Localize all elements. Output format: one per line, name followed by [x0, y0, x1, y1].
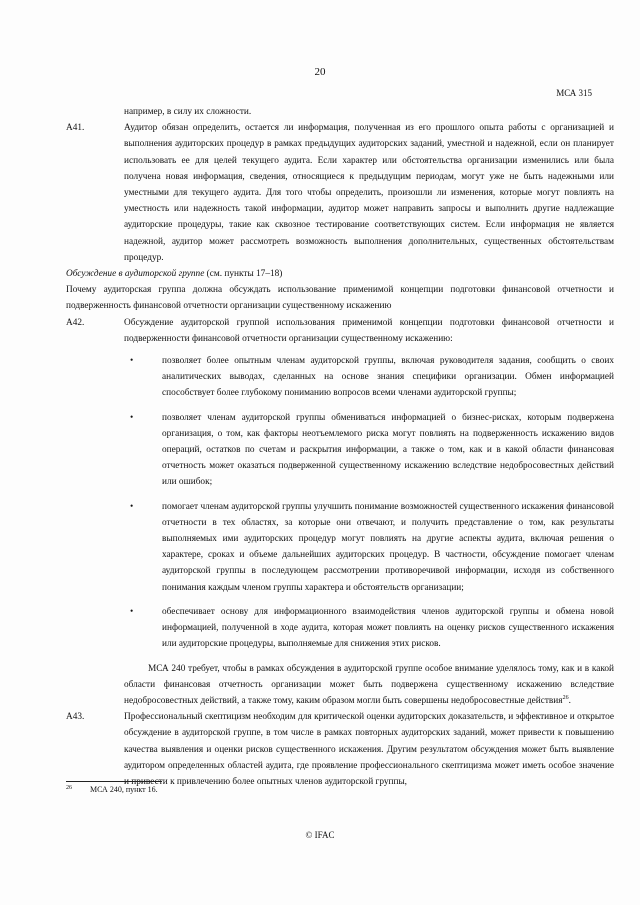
paragraph-number: A41. [66, 123, 85, 134]
footnote-reference[interactable]: 26 [562, 694, 569, 701]
footnote [66, 785, 158, 794]
standard-code: МСА 315 [556, 88, 592, 98]
section-heading [66, 266, 614, 282]
bullet-icon: • [130, 356, 134, 367]
list-item [66, 604, 614, 653]
list-item [66, 410, 614, 491]
list-item [66, 499, 614, 596]
paragraph-a42 [66, 315, 614, 347]
footnote-number: 26 [66, 785, 72, 791]
bullet-icon: • [130, 412, 134, 423]
section-reference: (см. пункты 17–18) [206, 269, 283, 280]
paragraph-number: A43. [66, 712, 85, 723]
paragraph-text: Профессиональный скептицизм необходим для критической оценки аудиторских доказательств, и эффективное и открытое обсуждение в аудиторской группе, в том числе в рамках повторных аудиторских заданий, может привести к повышению качества выявления и оценки рисков существенного искажения. Другим результатом обсуждения может быть выявление аудитором определенных областей аудита, где проявление профессионального скептицизма может иметь особое значение и привести к привлечению более опытных членов аудиторской группы, [124, 712, 614, 787]
document-body [66, 104, 614, 790]
paragraph-a41 [66, 120, 614, 266]
bullet-icon: • [130, 606, 134, 617]
bullet-list [66, 353, 614, 652]
paragraph-text: Обсуждение аудиторской группой использования применимой концепции подготовки финансовой отчетности и подверженности финансовой отчетности организации существенному искажению: [124, 317, 614, 344]
bullet-icon: • [130, 501, 134, 512]
requirement-period: . [568, 695, 571, 706]
continuation-text: например, в силу их сложности. [124, 107, 252, 117]
paragraph-text: Аудитор обязан определить, остается ли информация, полученная из его прошлого опыта работы с организацией и выполнения аудиторских процедур в рамках предыдущих аудиторских заданий, уместной и надежной, если он планирует использовать ее для целей текущего аудита. Если характер или обстоятельства организации изменились или была получена новая информация, сведения, относящиеся к предыдущим периодам, могут уже не быть надежными или уместными для текущего аудита. Для того чтобы определить, произошли ли изменения, которые могут повлиять на уместность или надежность такой информации, аудитор может направить запросы и выполнить другие надлежащие аудиторские процедуры, такие как сквозное тестирование соответствующих систем. Если информация не является надежной, аудитор может рассмотреть возможность выполнения дополнительных, существенных обстоятельствам процедур. [124, 123, 614, 263]
list-item-text: позволяет более опытным членам аудиторской группы, включая руководителя задания, сообщить о своих аналитических выводах, сделанных на основе знания специфики организации. Обмен информацией способствует более глубокому пониманию вопросов всеми членами аудиторской группы; [162, 356, 614, 399]
requirement-text [66, 661, 614, 710]
footnote-divider [66, 781, 162, 782]
paragraph-a43 [66, 709, 614, 790]
list-item-text: обеспечивает основу для информационного взаимодействия членов аудиторской группы и обмена новой информацией, полученной в ходе аудита, которая может повлиять на оценку рисков существенного искажения или аудиторские процедуры, выполняемые для снижения этих рисков. [162, 606, 614, 650]
footnote-text: МСА 240, пункт 16. [90, 785, 158, 794]
list-item-text: позволяет членам аудиторской группы обмениваться информацией о бизнес-рисках, которым подвержена организация, о том, как факторы неотъемлемого риска могут повлиять на подверженность искажению видов операций, остатков по счетам и раскрытия информации, а также о том, как и в какой области финансовая отчетность может оказаться подверженной существенному искажению вследствие недобросовестных действий или ошибок; [162, 412, 614, 488]
copyright-notice: © IFAC [305, 830, 335, 840]
list-item-text: помогает членам аудиторской группы улучшить понимание возможностей существенного искажения финансовой отчетности в тех областях, за которые они отвечают, и получить представление о том, как результаты выполняемых ими аудиторских процедур могут повлиять на другие аспекты аудита, включая решения о характере, сроках и объеме дальнейших аудиторских процедур. В частности, обсуждение помогает членам аудиторской группы в последующем рассмотрении противоречивой информации, исходя из собственного понимания каждым членом группы характера и обстоятельств организации; [162, 501, 614, 593]
page-number: 20 [314, 66, 326, 78]
section-title: Обсуждение в аудиторской группе [66, 269, 205, 280]
intro-text: Почему аудиторская группа должна обсуждать использование применимой концепции подготовки финансовой отчетности и подверженность финансовой отчетности организации существенному искажению [66, 285, 614, 312]
requirement-body: МСА 240 требует, чтобы в рамках обсуждения в аудиторской группе особое внимание уделялось тому, как и в какой области финансовая отчетность организации может быть подвержена существенному искажению вследствие недобросовестных действий, а также тому, каким образом могли быть совершены недобросовестные действия [124, 663, 614, 706]
list-item [66, 353, 614, 402]
paragraph-number: A42. [66, 317, 85, 328]
